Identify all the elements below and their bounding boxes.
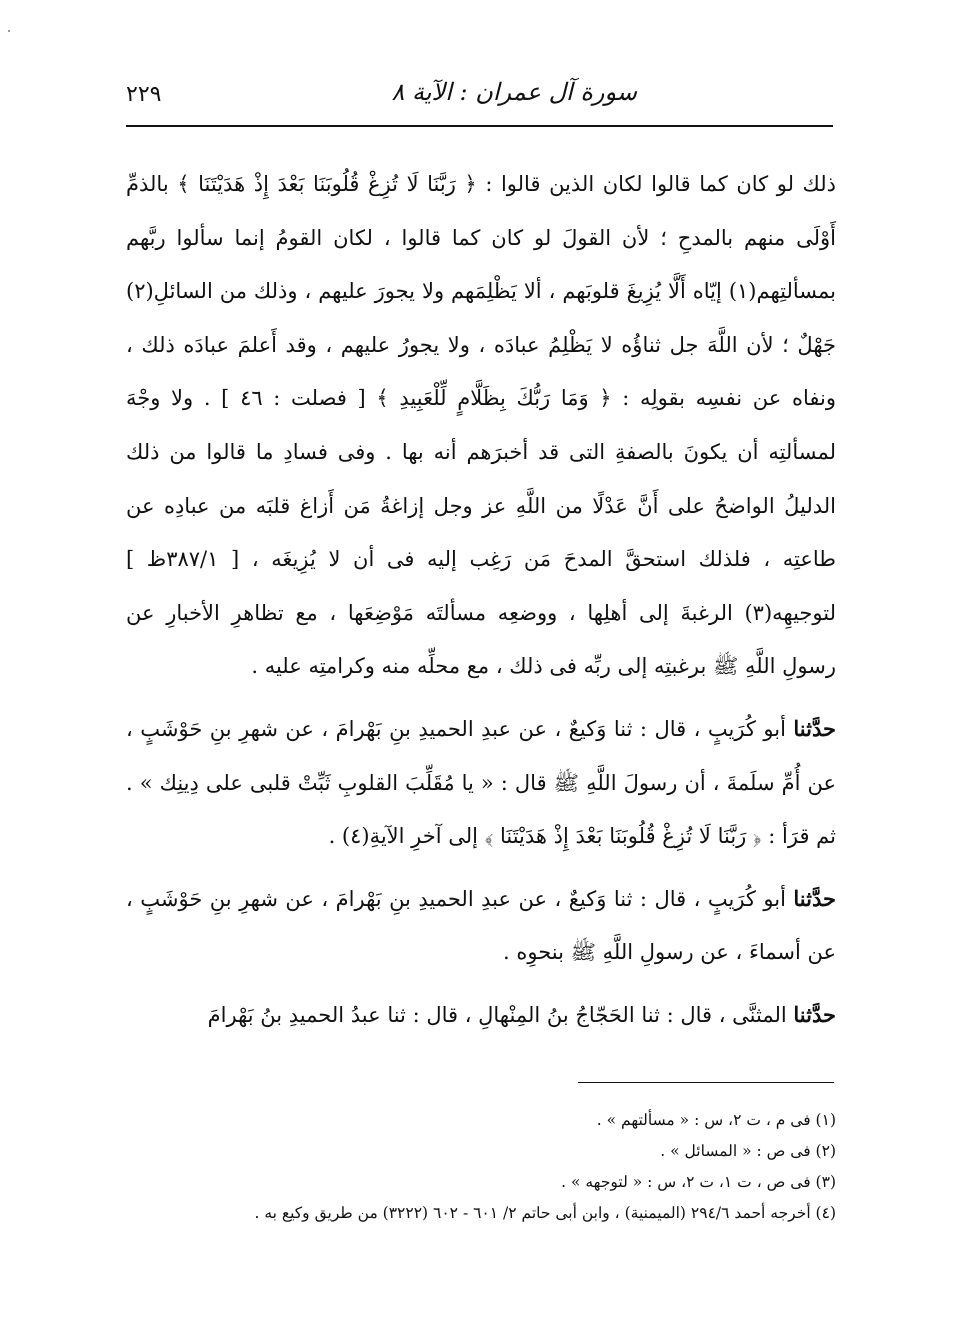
header-rule	[126, 125, 833, 127]
hadith-lead: حدَّثنا	[793, 885, 836, 911]
main-text	[126, 158, 836, 1043]
paragraph-text: أبو كُرَيبٍ ، قال : ثنا وَكيعٌ ، عن عبدِ الحميدِ بنِ بَهْرامَ ، عن شهرِ بنِ حَوْشَبٍ ، عن أُمِّ سلَمةَ ، أن رسولَ اللَّهِ ﷺ قال : « يا مُقَلِّبَ القلوبِ ثَبِّتْ قلبى على دِينِك » . ثم قرَأ : ﴿ رَبَّنَا لَا تُزِغْ قُلُوبَنَا بَعْدَ إِذْ هَدَيْتَنَا ﴾ إلى آخرِ الآيةِ(٤) .	[126, 716, 836, 849]
paragraph-4	[126, 988, 836, 1043]
paragraph-2	[126, 702, 836, 864]
hadith-lead: حدَّثنا	[793, 1001, 836, 1027]
footnote-3: (٣) فى ص ، ت ١، ت ٢، س : « لتوجهه » .	[561, 1173, 836, 1191]
page-header	[126, 78, 833, 118]
hadith-lead: حدَّثنا	[793, 715, 836, 741]
running-title: سورة آل عمران : الآية ٨	[391, 78, 637, 106]
paragraph-text: أبو كُرَيبٍ ، قال : ثنا وَكيعٌ ، عن عبدِ الحميدِ بنِ بَهْرامَ ، عن شهرِ بنِ حَوْشَبٍ ، عن أسماءَ ، عن رسولِ اللَّهِ ﷺ بنحوِه .	[126, 886, 836, 965]
footnote-rule	[578, 1082, 834, 1083]
paragraph-3	[126, 872, 836, 980]
footnote-1: (١) فى م ، ت ٢، س : « مسألتهم » .	[596, 1111, 836, 1129]
footnote-4: (٤) أخرجه أحمد ٢٩٤/٦ (الميمنية) ، وابن أبى حاتم ٢/ ٦٠١ - ٦٠٢ (٣٢٢٢) من طريق وكيع به .	[254, 1204, 836, 1222]
scan-speck	[8, 30, 10, 32]
footnotes	[126, 1105, 836, 1229]
footnote-2: (٢) فى ص : « المسائل » .	[660, 1142, 836, 1160]
paragraph-1	[126, 158, 836, 694]
page-number: ٢٢٩	[126, 82, 162, 107]
paragraph-text: المثنَّى ، قال : ثنا الحَجّاجُ بنُ المِنْهالِ ، قال : ثنا عبدُ الحميدِ بنُ بَهْرامَ	[207, 1002, 794, 1027]
paragraph-text: ذلك لو كان كما قالوا لكان الذين قالوا : ﴿ رَبَّنَا لَا تُزِغْ قُلُوبَنَا بَعْدَ إِذْ هَدَيْتَنَا ﴾ بالذمِّ أَوْلَى منهم بالمدحِ ؛ لأن القولَ لو كان كما قالوا ، لكان القومُ إنما سألوا ربَّهم بمسألتِهم(١) إيّاه أَلَّا يُزِيغَ قلوبَهم ، ألا يَظْلِمَهم ولا يجورَ عليهم ، وذلك من السائلِ(٢) جَهْلٌ ؛ لأن اللَّهَ جل ثناؤُه لا يَظْلِمُ عبادَه ، ولا يجورُ عليهم ، وقد أَعلمَ عبادَه ذلك ، ونفاه عن نفسِه بقولِه : ﴿ وَمَا رَبُّكَ بِظَلَّامٍ لِّلْعَبِيدِ ﴾ [ فصلت : ٤٦ ] . ولا وجْهَ لمسألتِه أن يكونَ بالصفةِ التى قد أخبرَهم أنه بها . وفى فسادِ ما قالوا من ذلك الدليلُ الواضحُ على أَنَّ عَدْلًا من اللَّهِ عز وجل إزاغةُ مَن أَزاغ قلبَه من عبادِه عن طاعتِه ، فلذلك استحقَّ المدحَ مَن رَغِب إليه فى أن لا يُزِيغَه ، [ ٣٨٧/١ظ ] لتوجيهِه(٣) الرغبةَ إلى أهلِها ، ووضعِه مسألتَه مَوْضِعَها ، مع تظاهرِ الأخبارِ عن رسولِ اللَّهِ ﷺ برغبتِه إلى ربِّه فى ذلك ، مع محلِّه منه وكرامتِه عليه .	[126, 172, 836, 679]
